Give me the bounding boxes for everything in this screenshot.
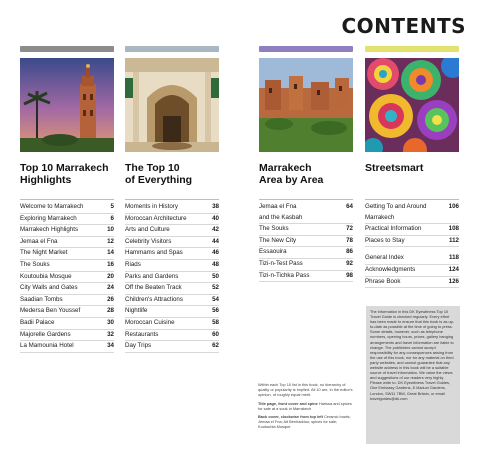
toc-entry-title: Marrakech Highlights	[20, 226, 79, 234]
toc-list	[20, 202, 114, 353]
front-cover-text: Harissa and spices for sale at a souk in Marrakech	[258, 400, 352, 411]
page-title: CONTENTS	[341, 14, 466, 38]
section-top10-highlights	[20, 46, 114, 353]
note-intro: Within each Top 10 list in this book, no hierarchy of quality or popularity is implied. All 10 are, in the editor's opinion, of roughly equal merit.	[258, 382, 353, 398]
ceramic-bowls-photo	[365, 58, 459, 152]
toc-entry-page: 54	[212, 295, 219, 303]
toc-entry-page: 10	[107, 226, 114, 234]
toc-entry-title: Children's Attractions	[125, 295, 183, 303]
toc-entry[interactable]	[259, 202, 353, 224]
toc-entry[interactable]	[125, 283, 219, 295]
toc-entry-page: 5	[110, 203, 114, 210]
toc-list	[125, 202, 219, 353]
toc-entry[interactable]	[365, 277, 459, 289]
toc-entry-page: 50	[212, 272, 219, 280]
back-cover-text: Ceramic bowls; Jemaa el Fna; Ait Benhaddou; spices for sale; Koutoubia Mosque	[258, 414, 351, 430]
toc-entry-title: Moments in History	[125, 203, 178, 210]
toc-entry-title: Day Trips	[125, 342, 152, 350]
toc-entry-page: 124	[448, 265, 459, 273]
koutoubia-photo	[20, 58, 114, 152]
toc-entry-page: 12	[107, 237, 114, 245]
toc-entry-page: 20	[107, 272, 114, 280]
toc-entry-title: Tizi-n-Tichka Pass	[259, 271, 310, 279]
toc-entry[interactable]	[20, 330, 114, 342]
toc-entry-title: Tizi-n-Test Pass	[259, 259, 303, 267]
section-heading: Streetsmart	[365, 162, 424, 174]
toc-entry[interactable]	[20, 318, 114, 330]
toc-entry[interactable]	[259, 271, 353, 283]
toc-entry[interactable]	[125, 202, 219, 214]
toc-entry[interactable]	[20, 306, 114, 318]
toc-entry-page: 34	[107, 342, 114, 350]
toc-entry[interactable]	[259, 247, 353, 259]
toc-entry[interactable]	[125, 214, 219, 226]
toc-entry[interactable]	[365, 253, 459, 265]
toc-entry-page: 60	[212, 330, 219, 338]
toc-entry[interactable]	[125, 306, 219, 318]
toc-entry-page: 108	[448, 225, 459, 233]
toc-entry-title: General Index	[365, 254, 404, 262]
toc-entry-title: Off the Beaten Track	[125, 284, 182, 292]
toc-entry-page: 106	[448, 203, 459, 210]
toc-entry-page: 42	[212, 226, 219, 234]
toc-entry[interactable]	[365, 265, 459, 277]
toc-entry-title: Essaouira	[259, 248, 287, 256]
editorial-note	[258, 382, 354, 433]
toc-entry[interactable]	[125, 295, 219, 307]
toc-entry-title: Welcome to Marrakech	[20, 203, 84, 210]
toc-entry[interactable]	[20, 341, 114, 353]
toc-entry-title: Parks and Gardens	[125, 272, 179, 280]
toc-entry-page: 78	[346, 236, 353, 244]
toc-entry[interactable]	[20, 272, 114, 284]
toc-entry[interactable]	[365, 224, 459, 236]
section-color-bar	[365, 46, 459, 52]
toc-entry-page: 92	[346, 259, 353, 267]
front-cover-label: Title page, front cover and spine	[258, 400, 318, 406]
toc-entry-page: 52	[212, 284, 219, 292]
toc-entry-title: Saadian Tombs	[20, 295, 63, 303]
toc-entry-page: 48	[212, 260, 219, 268]
toc-entry[interactable]	[20, 202, 114, 214]
toc-entry-title: Celebrity Visitors	[125, 237, 172, 245]
toc-entry-title: Majorelle Gardens	[20, 330, 71, 338]
toc-entry-title: Arts and Culture	[125, 226, 170, 234]
toc-entry-page: 26	[107, 295, 114, 303]
toc-entry[interactable]	[125, 341, 219, 353]
toc-entry-page: 112	[449, 236, 459, 244]
toc-entry[interactable]	[365, 202, 459, 224]
section-streetsmart	[365, 46, 459, 288]
toc-entry-page: 32	[107, 330, 114, 338]
toc-entry-page: 44	[212, 237, 219, 245]
toc-entry[interactable]	[20, 214, 114, 226]
section-top10-everything	[125, 46, 219, 353]
toc-entry-page: 126	[448, 277, 459, 285]
toc-entry-title: Riads	[125, 260, 141, 268]
disclaimer-box: The information in this DK Eyewitness Top 10 Travel Guide is checked regularly. Every effort has been made to ensure that this book is as up-to-date as possible at the time of going to press. Some details, however, such as telephone numbers, opening hours, prices, gallery hanging arrangements and travel information are liable to change. The publishers cannot accept responsibility for any consequences arising from the use of this book, nor for any material on third party websites, and cannot guarantee that any website address in this book will be a suitable source of travel information. We value the views and suggestions of our readers very highly. Please write to: DK Eyewitness Travel Guides, One Embassy Gardens, 8 Viaduct Gardens, London, SW11 7BW, Great Britain, or email travelguides@dk.com	[366, 306, 460, 444]
toc-entry[interactable]	[259, 236, 353, 248]
toc-entry-title: The Souks	[20, 260, 50, 268]
toc-entry-page: 16	[107, 260, 114, 268]
toc-entry-title: La Mamounia Hotel	[20, 342, 74, 350]
toc-entry-title: Moroccan Cuisine	[125, 318, 175, 326]
toc-entry[interactable]	[125, 318, 219, 330]
toc-entry[interactable]	[125, 237, 219, 249]
toc-entry-page: 56	[212, 307, 219, 315]
toc-entry[interactable]	[20, 295, 114, 307]
toc-entry-page: 86	[346, 248, 353, 256]
toc-entry-page: 30	[107, 318, 114, 326]
toc-entry-page: 46	[212, 249, 219, 257]
toc-entry-title: Getting To and Around Marrakech	[365, 203, 427, 221]
toc-entry-title: Practical Information	[365, 225, 422, 233]
section-heading: The Top 10 of Everything	[125, 162, 193, 186]
toc-entry-page: 40	[212, 214, 219, 222]
section-heading: Top 10 Marrakech Highlights	[20, 162, 109, 186]
toc-entry-title: Exploring Marrakech	[20, 214, 77, 222]
toc-list	[259, 202, 353, 282]
toc-entry-title: Moroccan Architecture	[125, 214, 187, 222]
toc-entry-title: Places to Stay	[365, 236, 405, 244]
toc-entry[interactable]	[20, 237, 114, 249]
toc-entry-page: 64	[346, 203, 353, 210]
toc-entry-title: Hammams and Spas	[125, 249, 183, 257]
toc-entry-page: 38	[212, 203, 219, 210]
toc-entry-page: 62	[212, 342, 219, 350]
toc-entry[interactable]	[125, 272, 219, 284]
toc-entry[interactable]	[125, 225, 219, 237]
toc-entry-title: Restaurants	[125, 330, 159, 338]
toc-entry-page: 118	[449, 254, 459, 262]
section-color-bar	[125, 46, 219, 52]
toc-entry-page: 28	[107, 307, 114, 315]
toc-entry-page: 14	[107, 249, 114, 257]
kasbah-photo	[259, 58, 353, 152]
toc-entry-title: The New City	[259, 236, 297, 244]
section-area-by-area	[259, 46, 353, 282]
toc-entry[interactable]	[20, 248, 114, 260]
toc-entry-page: 24	[107, 284, 114, 292]
toc-entry[interactable]	[20, 283, 114, 295]
toc-entry-title: Jemaa el Fna	[20, 237, 58, 245]
toc-entry-title: The Souks	[259, 225, 289, 233]
toc-entry-title: Phrase Book	[365, 277, 401, 285]
toc-entry-title: The Night Market	[20, 249, 68, 257]
toc-entry-page: 6	[110, 214, 114, 222]
toc-list	[365, 202, 459, 288]
section-heading: Marrakech Area by Area	[259, 162, 324, 186]
toc-entry[interactable]	[20, 225, 114, 237]
section-color-bar	[20, 46, 114, 52]
toc-entry[interactable]	[20, 260, 114, 272]
toc-entry-page: 72	[346, 225, 353, 233]
toc-entry-title: Badii Palace	[20, 318, 55, 326]
toc-entry-title: Nightlife	[125, 307, 148, 315]
toc-entry[interactable]	[125, 248, 219, 260]
riad-courtyard-photo	[125, 58, 219, 152]
back-cover-label: Back cover, clockwise from top left	[258, 414, 323, 420]
section-color-bar	[259, 46, 353, 52]
toc-entry-page: 58	[212, 318, 219, 326]
toc-entry-title: Acknowledgments	[365, 265, 416, 273]
toc-entry-title: Koutoubia Mosque	[20, 272, 72, 280]
toc-entry-page: 98	[346, 271, 353, 279]
toc-entry[interactable]	[365, 236, 459, 248]
toc-entry[interactable]	[259, 224, 353, 236]
toc-entry-title: Medersa Ben Youssef	[20, 307, 81, 315]
toc-entry[interactable]	[125, 330, 219, 342]
toc-entry-title: Jemaa el Fna and the Kasbah	[259, 203, 303, 221]
toc-entry[interactable]	[259, 259, 353, 271]
toc-entry-title: City Walls and Gates	[20, 284, 78, 292]
toc-entry[interactable]	[125, 260, 219, 272]
